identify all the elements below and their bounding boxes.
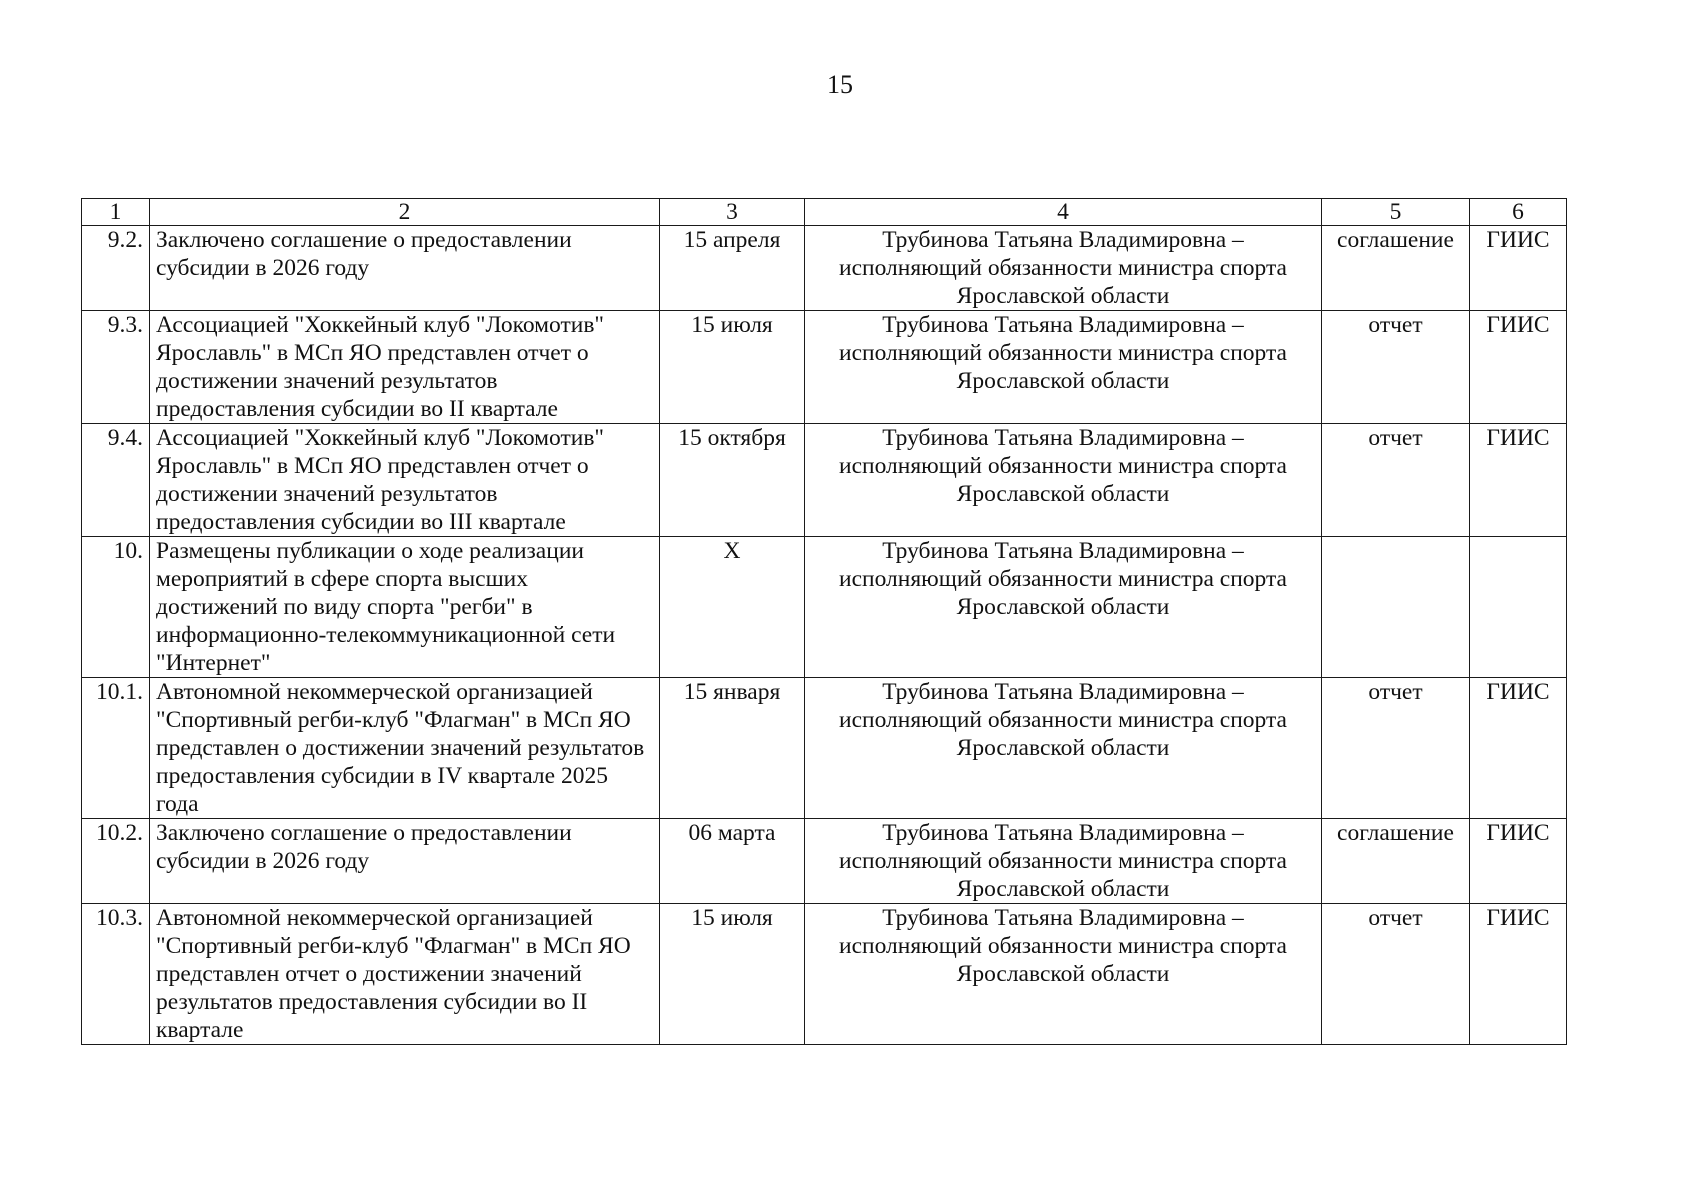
responsible-line: исполняющий обязанности министра спорта [839, 707, 1287, 733]
responsible-line: Ярославской области [956, 283, 1170, 309]
responsible-line: Ярославской области [956, 735, 1170, 761]
document-type: отчет [1322, 904, 1470, 1045]
responsible-person [805, 819, 1322, 904]
information-system: ГИИС [1470, 904, 1567, 1045]
information-system: ГИИС [1470, 424, 1567, 537]
row-number: 10.1. [82, 678, 150, 819]
header-row [82, 199, 1567, 226]
responsible-line: исполняющий обязанности министра спорта [839, 848, 1287, 874]
information-system: ГИИС [1470, 226, 1567, 311]
table-body [82, 226, 1567, 1045]
event-description: Ассоциацией "Хоккейный клуб "Локомотив" Ярославль" в МСп ЯО представлен отчет о достижении значений результатов предоставления субсидии во III квартале [150, 424, 660, 537]
responsible-line: Трубинова Татьяна Владимировна – [882, 227, 1244, 253]
responsible-person [805, 904, 1322, 1045]
information-system: ГИИС [1470, 311, 1567, 424]
row-number: 10.2. [82, 819, 150, 904]
responsible-person [805, 424, 1322, 537]
responsible-line: исполняющий обязанности министра спорта [839, 255, 1287, 281]
row-number: 9.2. [82, 226, 150, 311]
responsible-person [805, 537, 1322, 678]
table-header [82, 199, 1567, 226]
deadline-date: 15 октября [660, 424, 805, 537]
deadline-date: 15 апреля [660, 226, 805, 311]
responsible-line: Трубинова Татьяна Владимировна – [882, 905, 1244, 931]
deadline-date: 15 июля [660, 904, 805, 1045]
responsible-line: Трубинова Татьяна Владимировна – [882, 679, 1244, 705]
document-type: отчет [1322, 424, 1470, 537]
row-number: 9.4. [82, 424, 150, 537]
responsible-person [805, 678, 1322, 819]
row-number: 9.3. [82, 311, 150, 424]
responsible-line: Ярославской области [956, 876, 1170, 902]
responsible-line: исполняющий обязанности министра спорта [839, 340, 1287, 366]
row-number: 10. [82, 537, 150, 678]
responsible-line: исполняющий обязанности министра спорта [839, 566, 1287, 592]
event-description: Заключено соглашение о предоставлении субсидии в 2026 году [150, 226, 660, 311]
document-type: отчет [1322, 678, 1470, 819]
document-type [1322, 537, 1470, 678]
deadline-date: X [660, 537, 805, 678]
document-type: отчет [1322, 311, 1470, 424]
table-row [82, 819, 1567, 904]
responsible-line: Трубинова Татьяна Владимировна – [882, 820, 1244, 846]
event-description: Заключено соглашение о предоставлении субсидии в 2026 году [150, 819, 660, 904]
table-row [82, 678, 1567, 819]
table-row [82, 311, 1567, 424]
responsible-line: Ярославской области [956, 594, 1170, 620]
responsible-person [805, 226, 1322, 311]
deadline-date: 06 марта [660, 819, 805, 904]
responsible-line: Ярославской области [956, 961, 1170, 987]
responsible-line: исполняющий обязанности министра спорта [839, 453, 1287, 479]
responsible-line: исполняющий обязанности министра спорта [839, 933, 1287, 959]
table-row [82, 424, 1567, 537]
page-number: 15 [827, 70, 853, 99]
responsible-line: Трубинова Татьяна Владимировна – [882, 312, 1244, 338]
table-row [82, 226, 1567, 311]
information-system: ГИИС [1470, 819, 1567, 904]
row-number: 10.3. [82, 904, 150, 1045]
information-system [1470, 537, 1567, 678]
event-description: Автономной некоммерческой организацией "Спортивный регби-клуб "Флагман" в МСп ЯО представлен о достижении значений результатов предоставления субсидии в IV квартале 2025 года [150, 678, 660, 819]
event-description: Автономной некоммерческой организацией "Спортивный регби-клуб "Флагман" в МСп ЯО представлен отчет о достижении значений результатов предоставления субсидии во II квартале [150, 904, 660, 1045]
table-row [82, 904, 1567, 1045]
header-col-2: 2 [150, 199, 660, 226]
deadline-date: 15 января [660, 678, 805, 819]
plan-table [81, 198, 1567, 1045]
deadline-date: 15 июля [660, 311, 805, 424]
responsible-line: Ярославской области [956, 368, 1170, 394]
document-type: соглашение [1322, 226, 1470, 311]
responsible-line: Трубинова Татьяна Владимировна – [882, 425, 1244, 451]
header-col-6: 6 [1470, 199, 1567, 226]
header-col-1: 1 [82, 199, 150, 226]
responsible-line: Трубинова Татьяна Владимировна – [882, 538, 1244, 564]
event-description: Размещены публикации о ходе реализации мероприятий в сфере спорта высших достижений по виду спорта "регби" в информационно-телекоммуникационной сети "Интернет" [150, 537, 660, 678]
event-description: Ассоциацией "Хоккейный клуб "Локомотив" Ярославль" в МСп ЯО представлен отчет о достижении значений результатов предоставления субсидии во II квартале [150, 311, 660, 424]
responsible-person [805, 311, 1322, 424]
table-row [82, 537, 1567, 678]
information-system: ГИИС [1470, 678, 1567, 819]
header-col-3: 3 [660, 199, 805, 226]
header-col-5: 5 [1322, 199, 1470, 226]
responsible-line: Ярославской области [956, 481, 1170, 507]
document-type: соглашение [1322, 819, 1470, 904]
header-col-4: 4 [805, 199, 1322, 226]
